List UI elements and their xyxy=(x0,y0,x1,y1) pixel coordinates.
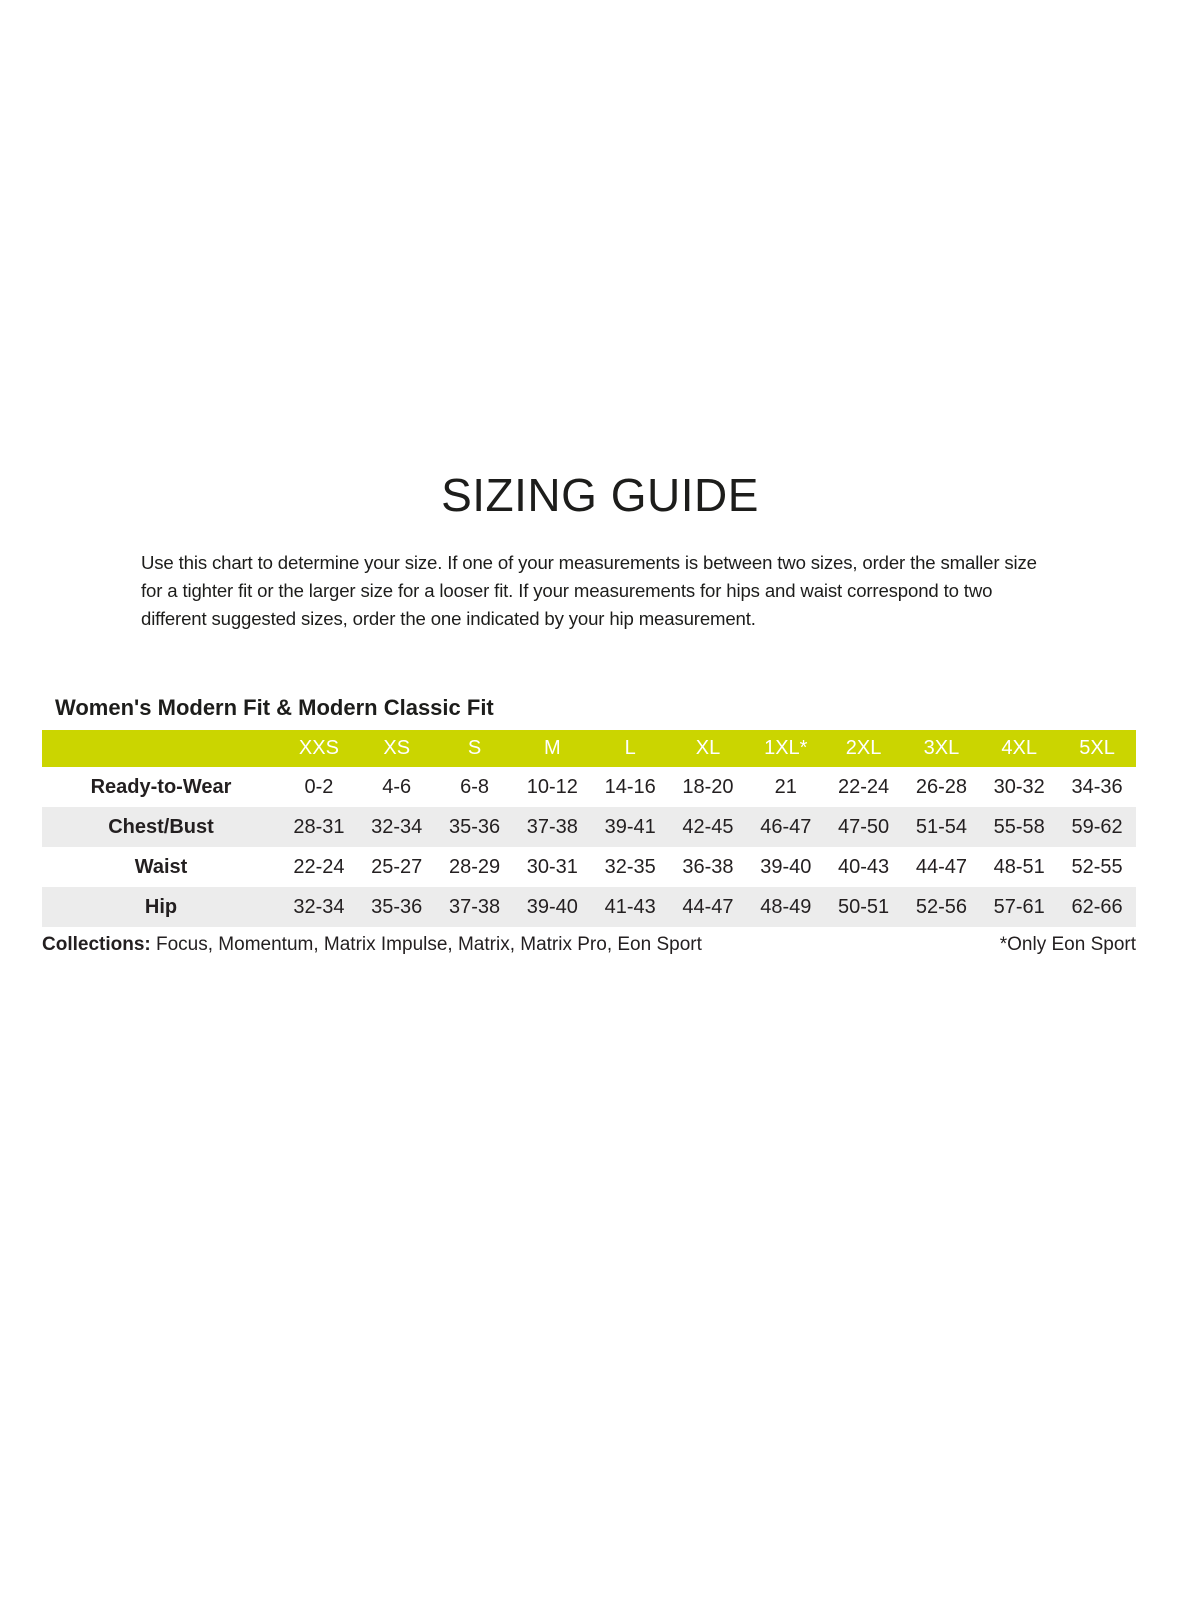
size-value-cell: 30-32 xyxy=(993,775,1045,798)
size-value-cell: 62-66 xyxy=(1071,895,1123,918)
size-table xyxy=(42,730,1136,927)
page-title: SIZING GUIDE xyxy=(441,469,759,521)
size-value-cell: 32-34 xyxy=(293,895,345,918)
row-label: Chest/Bust xyxy=(108,815,214,838)
table-row xyxy=(42,847,1136,887)
size-value-cell: 47-50 xyxy=(838,815,890,838)
row-label: Ready-to-Wear xyxy=(90,775,232,798)
size-value-cell: 22-24 xyxy=(838,775,890,798)
size-value-cell: 52-55 xyxy=(1071,855,1123,878)
size-value-cell: 10-12 xyxy=(526,775,578,798)
size-value-cell: 35-36 xyxy=(371,895,423,918)
size-value-cell: 22-24 xyxy=(293,855,345,878)
size-value-cell: 46-47 xyxy=(760,815,812,838)
collections-label: Collections: xyxy=(42,934,151,955)
size-value-cell: 0-2 xyxy=(304,775,334,798)
row-label: Waist xyxy=(134,855,188,878)
size-table-header xyxy=(42,730,1136,767)
size-value-cell: 32-34 xyxy=(371,815,423,838)
size-value-cell: 57-61 xyxy=(993,895,1045,918)
size-value-cell: 50-51 xyxy=(838,895,890,918)
size-value-cell: 51-54 xyxy=(915,815,967,838)
size-value-cell: 35-36 xyxy=(448,815,501,838)
size-value-cell: 55-58 xyxy=(993,815,1045,838)
size-value-cell: 39-40 xyxy=(760,855,812,878)
size-value-cell: 40-43 xyxy=(838,855,890,878)
size-value-cell: 4-6 xyxy=(382,775,412,798)
size-value-cell: 36-38 xyxy=(682,855,734,878)
intro-text: Use this chart to determine your size. If one of your measurements is between two sizes, order the smaller size for a tighter fit or the larger size for a looser fit. If your measurements for hips and waist correspond to two different suggested sizes, order the one indicated by your hip measurement. xyxy=(141,552,1037,629)
size-value-cell: 37-38 xyxy=(526,815,578,838)
table-footer xyxy=(42,934,1136,956)
size-table-body xyxy=(42,767,1136,927)
size-value-cell: 21 xyxy=(774,775,797,798)
size-value-cell: 28-29 xyxy=(448,855,501,878)
size-value-cell: 37-38 xyxy=(448,895,501,918)
size-value-cell: 44-47 xyxy=(682,895,734,918)
size-value-cell: 59-62 xyxy=(1071,815,1123,838)
row-label: Hip xyxy=(144,895,178,918)
size-column-header: L xyxy=(591,730,669,767)
table-row xyxy=(42,767,1136,807)
size-value-cell: 28-31 xyxy=(293,815,345,838)
size-value-cell: 52-56 xyxy=(915,895,967,918)
size-column-header: M xyxy=(513,730,591,767)
size-column-header: XXS xyxy=(280,730,358,767)
collections-text xyxy=(42,934,702,956)
section-heading: Women's Modern Fit & Modern Classic Fit xyxy=(55,695,494,720)
size-column-header: XS xyxy=(358,730,436,767)
size-value-cell: 14-16 xyxy=(604,775,656,798)
size-value-cell: 18-20 xyxy=(682,775,734,798)
table-row xyxy=(42,807,1136,847)
size-column-header: 2XL xyxy=(825,730,903,767)
size-value-cell: 34-36 xyxy=(1071,775,1123,798)
size-value-cell: 48-49 xyxy=(760,895,812,918)
size-column-header: XL xyxy=(669,730,747,767)
size-column-header: S xyxy=(436,730,514,767)
size-value-cell: 25-27 xyxy=(371,855,423,878)
size-value-cell: 30-31 xyxy=(526,855,578,878)
size-value-cell: 39-40 xyxy=(526,895,578,918)
size-value-cell: 32-35 xyxy=(604,855,656,878)
size-value-cell: 41-43 xyxy=(604,895,656,918)
size-column-header: 5XL xyxy=(1058,730,1136,767)
size-value-cell: 6-8 xyxy=(460,775,489,798)
size-column-header: 1XL* xyxy=(747,730,825,767)
collections-list: Focus, Momentum, Matrix Impulse, Matrix, Matrix Pro, Eon Sport xyxy=(150,934,702,955)
size-value-cell: 26-28 xyxy=(915,775,967,798)
size-column-header-blank xyxy=(42,730,280,767)
footnote: *Only Eon Sport xyxy=(999,934,1136,955)
size-column-header: 4XL xyxy=(980,730,1058,767)
size-value-cell: 39-41 xyxy=(604,815,656,838)
size-value-cell: 44-47 xyxy=(915,855,967,878)
size-table-header-row xyxy=(42,730,1136,767)
size-column-header: 3XL xyxy=(903,730,981,767)
table-row xyxy=(42,887,1136,927)
size-value-cell: 42-45 xyxy=(682,815,734,838)
size-value-cell: 48-51 xyxy=(993,855,1045,878)
